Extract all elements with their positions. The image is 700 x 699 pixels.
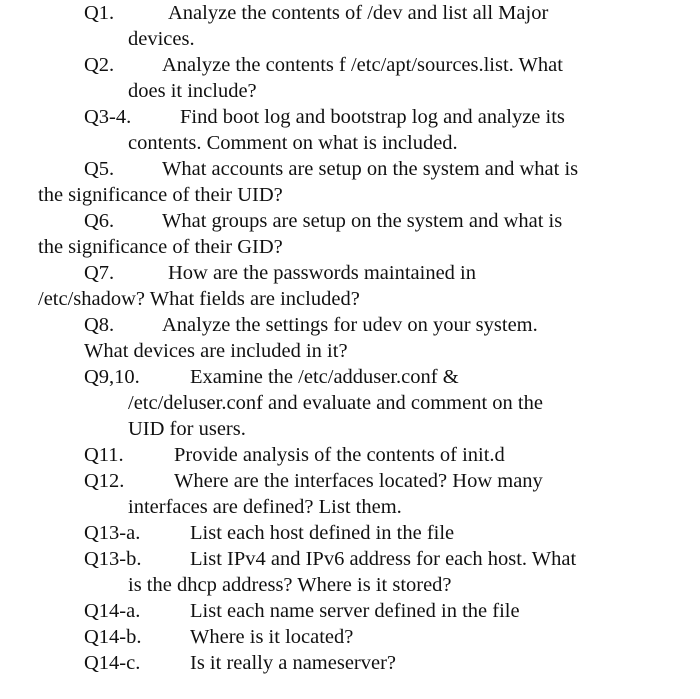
question-text: the significance of their UID? (38, 184, 283, 206)
question-text: What accounts are setup on the system and what is (162, 158, 579, 180)
question-text: Analyze the contents of /dev and list all Major (168, 2, 549, 24)
question-number: Q13-a. (84, 522, 141, 544)
question-number: Q5. (84, 158, 115, 180)
question-text: Analyze the settings for udev on your system. (162, 314, 538, 336)
question-text: devices. (128, 28, 195, 50)
question-text: Analyze the contents f /etc/apt/sources.list. What (162, 54, 563, 76)
question-text: Is it really a nameserver? (190, 652, 397, 674)
question-text: Examine the /etc/adduser.conf & (190, 366, 459, 388)
question-number: Q2. (84, 54, 115, 76)
question-number: Q6. (84, 210, 115, 232)
question-text: How are the passwords maintained in (168, 262, 476, 284)
question-text: What devices are included in it? (84, 340, 348, 362)
question-text: UID for users. (128, 418, 246, 440)
question-text: What groups are setup on the system and what is (162, 210, 563, 232)
question-number: Q12. (84, 470, 125, 492)
question-text: Find boot log and bootstrap log and analyze its (180, 106, 565, 128)
question-number: Q14-b. (84, 626, 142, 648)
question-text: /etc/shadow? What fields are included? (38, 288, 360, 310)
question-number: Q11. (84, 444, 124, 466)
question-text: Provide analysis of the contents of init.d (174, 444, 505, 466)
question-text: contents. Comment on what is included. (128, 132, 458, 154)
question-number: Q1. (84, 2, 115, 24)
question-text: interfaces are defined? List them. (128, 496, 402, 518)
question-text: the significance of their GID? (38, 236, 283, 258)
question-text: /etc/deluser.conf and evaluate and comment on the (128, 392, 543, 414)
question-number: Q8. (84, 314, 115, 336)
question-number: Q7. (84, 262, 115, 284)
question-number: Q13-b. (84, 548, 142, 570)
question-text: List each name server defined in the file (190, 600, 520, 622)
question-text: Where is it located? (190, 626, 354, 648)
question-text: is the dhcp address? Where is it stored? (128, 574, 452, 596)
question-text: Where are the interfaces located? How many (174, 470, 543, 492)
question-number: Q14-a. (84, 600, 141, 622)
question-text: List each host defined in the file (190, 522, 455, 544)
question-number: Q3-4. (84, 106, 132, 128)
question-text: does it include? (128, 80, 257, 102)
question-number: Q14-c. (84, 652, 141, 674)
question-number: Q9,10. (84, 366, 140, 388)
question-text: List IPv4 and IPv6 address for each host. What (190, 548, 577, 570)
